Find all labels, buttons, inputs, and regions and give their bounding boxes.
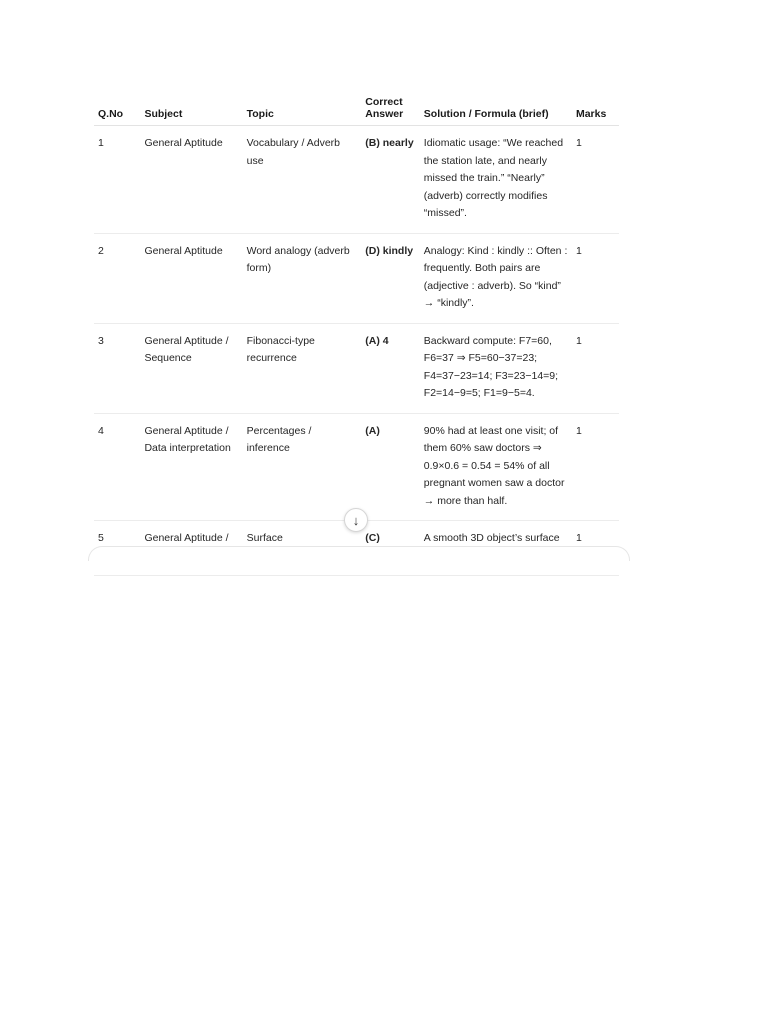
cell-solution: Idiomatic usage: “We reached the station late, and nearly missed the train.” “Nearly” (adverb) correctly modifies “missed”. — [420, 126, 572, 234]
cell-subject: General Aptitude / Data interpretation — [140, 413, 242, 521]
cell-topic: Percentages / inference — [243, 413, 362, 521]
cell-marks: 1 — [572, 233, 619, 323]
cell-solution: A smooth 3D object’s surface — [420, 521, 572, 576]
table-row — [94, 323, 619, 413]
cell-marks: 1 — [572, 521, 619, 576]
cell-qno: 2 — [94, 233, 140, 323]
cell-topic: Surface — [243, 521, 362, 576]
header-marks: Marks — [572, 90, 619, 126]
header-correct-answer: Correct Answer — [361, 90, 420, 126]
scroll-down-button[interactable] — [344, 508, 368, 532]
cell-answer: (D) kindly — [361, 233, 420, 323]
cell-subject: General Aptitude / — [140, 521, 242, 576]
cell-qno: 4 — [94, 413, 140, 521]
cell-solution: 90% had at least one visit; of them 60% saw doctors ⇒ 0.9×0.6 = 0.54 = 54% of all pregnant women saw a doctor → more than half. — [420, 413, 572, 521]
table-row — [94, 233, 619, 323]
cell-answer: (A) 4 — [361, 323, 420, 413]
answer-key-table-container[interactable] — [90, 90, 628, 548]
cell-topic: Vocabulary / Adverb use — [243, 126, 362, 234]
header-topic: Topic — [243, 90, 362, 126]
header-row — [94, 90, 619, 126]
cell-answer: (B) nearly — [361, 126, 420, 234]
cell-qno: 1 — [94, 126, 140, 234]
cell-marks: 1 — [572, 126, 619, 234]
cell-marks: 1 — [572, 323, 619, 413]
cell-answer: (A) — [361, 413, 420, 521]
cell-qno: 3 — [94, 323, 140, 413]
cell-answer: (C) — [361, 521, 420, 576]
table-header — [94, 90, 619, 126]
table-row — [94, 126, 619, 234]
table-row — [94, 413, 619, 521]
cell-subject: General Aptitude — [140, 126, 242, 234]
cell-topic: Word analogy (adverb form) — [243, 233, 362, 323]
answer-key-table — [94, 90, 619, 576]
cell-qno: 5 — [94, 521, 140, 576]
header-subject: Subject — [140, 90, 242, 126]
cell-marks: 1 — [572, 413, 619, 521]
arrow-down-icon: ↓ — [352, 512, 360, 528]
cell-subject: General Aptitude — [140, 233, 242, 323]
header-qno: Q.No — [94, 90, 140, 126]
cell-topic: Fibonacci-type recurrence — [243, 323, 362, 413]
cell-subject: General Aptitude / Sequence — [140, 323, 242, 413]
cell-solution: Analogy: Kind : kindly :: Often : frequently. Both pairs are (adjective : adverb). So “kind” → “kindly”. — [420, 233, 572, 323]
composer-frame-edge — [88, 546, 630, 561]
cell-solution: Backward compute: F7=60, F6=37 ⇒ F5=60−37=23; F4=37−23=14; F3=23−14=9; F2=14−9=5; F1=9−5=4. — [420, 323, 572, 413]
header-solution: Solution / Formula (brief) — [420, 90, 572, 126]
